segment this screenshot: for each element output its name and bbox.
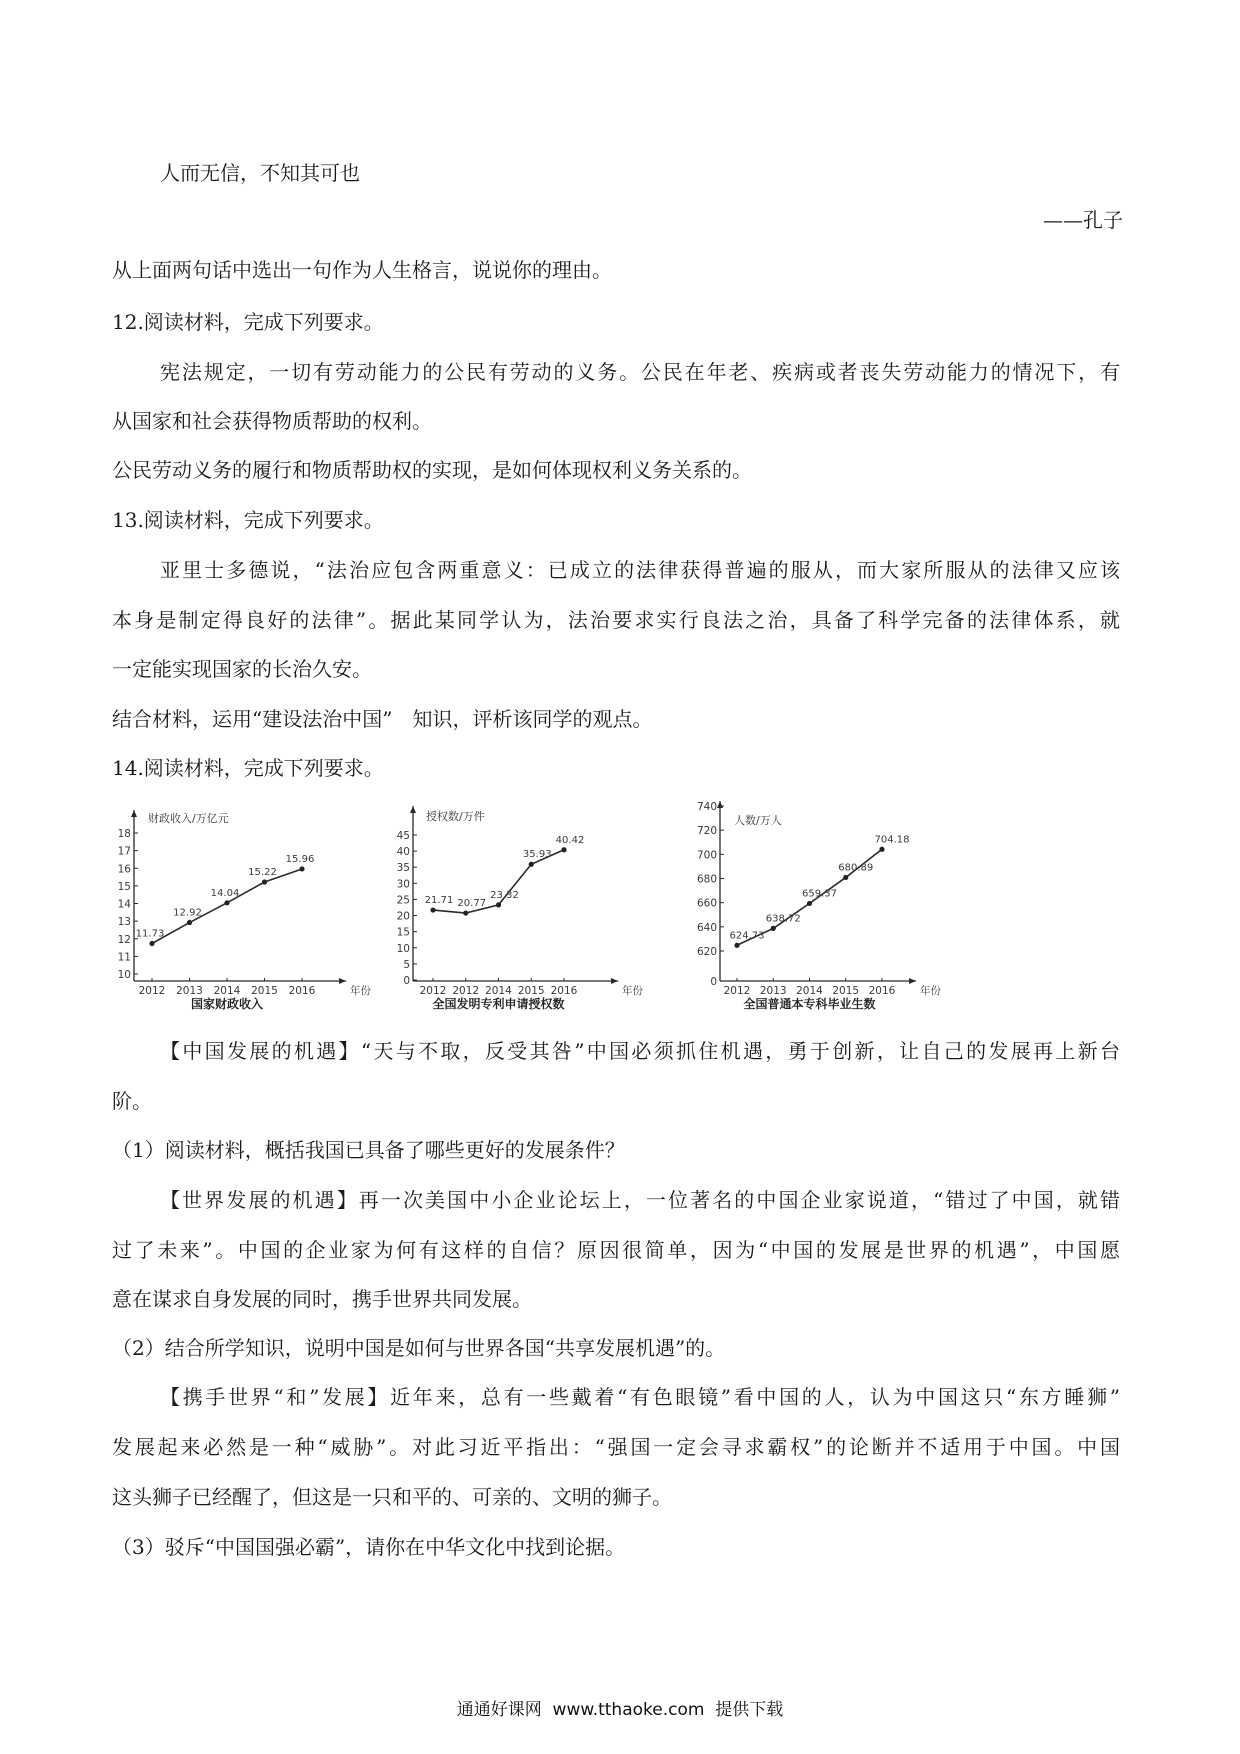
q13-material-line: 亚里士多德说，“法治应包含两重意义：已成立的法律获得普遍的服从，而大家所服从的法律又应该 [160,558,1120,582]
quote-attribution: ——孔子 [1043,208,1123,232]
data-point [463,910,468,915]
x-tick-label: 2016 [550,985,578,997]
data-label: 40.42 [555,834,585,846]
y-tick-label: 35 [396,862,410,875]
y-tick-label: 10 [117,969,131,981]
data-label: 14.04 [210,887,240,899]
q12-question: 公民劳动义务的履行和物质帮助权的实现，是如何体现权利义务关系的。 [112,458,752,482]
chart-fiscal-revenue [112,798,412,1020]
q13-question: 结合材料，运用“建设法治中国” 知识，评析该同学的观点。 [112,707,653,731]
x-tick-label: 2012 [138,985,166,997]
q14-part1-material-line: 阶。 [112,1089,152,1113]
y-tick-label: 30 [396,878,410,891]
x-axis-arrow [611,978,618,984]
data-label: 11.73 [135,928,165,940]
data-label: 704.18 [874,834,910,846]
y-tick-label: 680 [696,873,717,886]
data-label: 680.89 [838,862,874,874]
q14-part1-question: （1）阅读材料，概括我国已具备了哪些更好的发展条件？ [112,1138,625,1162]
data-label: 624.73 [729,930,765,942]
y-axis-label: 人数/万人 [734,814,782,827]
q14-part2-material-line: 【世界发展的机遇】再一次美国中小企业论坛上，一位著名的中国企业家说道，“错过了中国，就错 [160,1188,1120,1212]
y-axis-arrow [717,801,723,808]
page-footer: 通通好课网 www.tthaoke.com 提供下载 [456,1700,784,1720]
chart-caption: 国家财政收入 [190,997,264,1011]
data-point [734,943,739,948]
x-tick-label: 2014 [213,985,241,997]
data-point [224,900,229,905]
q14-heading: 14.阅读材料，完成下列要求。 [112,756,384,780]
series-line [152,866,302,944]
y-tick-label: 15 [117,880,131,893]
y-tick-label: 660 [696,897,717,910]
y-tick-label: 25 [396,894,410,907]
x-axis-label: 年份 [350,985,371,997]
y-tick-label: 16 [117,863,131,876]
y-tick-label: 0 [403,975,410,987]
q14-part3-material-line: 【携手世界“和”发展】近年来，总有一些戴着“有色眼镜”看中国的人，认为中国这只“东方睡狮” [160,1385,1120,1409]
q13-material-line: 本身是制定得良好的法律”。据此某同学认为，法治要求实行良法之治，具备了科学完备的法律体系，就 [112,608,1120,632]
y-tick-label: 620 [696,946,717,958]
data-label: 15.96 [285,853,315,865]
y-axis-label: 授权数/万件 [426,810,485,823]
q12-material-line: 从国家和社会获得物质帮助的权利。 [112,409,432,433]
q14-part1-material-line: 【中国发展的机遇】“天与不取，反受其咎”中国必须抓住机遇，勇于创新，让自己的发展再上新台 [160,1039,1120,1063]
x-tick-label: 2016 [868,985,896,997]
y-tick-label: 12 [117,933,131,946]
origin-label: 0 [710,976,717,988]
y-axis-arrow [410,806,416,813]
y-tick-label: 10 [396,942,410,955]
y-tick-label: 40 [396,846,410,859]
x-tick-label: 2012 [419,985,447,997]
x-axis-label: 年份 [622,985,643,997]
data-point [879,847,884,852]
q12-material-line: 宪法规定，一切有劳动能力的公民有劳动的义务。公民在年老、疾病或者丧失劳动能力的情况下，有 [160,360,1120,384]
y-tick-label: 20 [396,910,410,923]
y-tick-label: 5 [403,958,410,971]
data-label: 35.93 [522,849,552,861]
x-tick-label: 2014 [485,985,512,997]
y-tick-label: 700 [696,849,717,862]
q12-heading: 12.阅读材料，完成下列要求。 [112,310,384,334]
y-tick-label: 15 [396,926,410,939]
x-tick-label: 2016 [288,985,316,997]
q13-heading: 13.阅读材料，完成下列要求。 [112,508,384,532]
y-axis-label: 财政收入/万亿元 [148,812,229,825]
data-point [529,862,534,867]
y-axis-arrow [131,810,137,817]
x-tick-label: 2012 [723,985,751,997]
data-point [149,941,154,946]
q14-part2-question: （2）结合所学知识，说明中国是如何与世界各国“共享发展机遇”的。 [112,1336,726,1360]
x-tick-label: 2015 [832,985,860,997]
x-axis-arrow [339,978,346,984]
q14-part3-question: （3）驳斥“中国国强必霸”，请你在中华文化中找到论据。 [112,1535,626,1559]
y-tick-label: 17 [117,845,131,858]
data-point [299,866,304,871]
x-tick-label: 2015 [517,985,545,997]
data-point [496,902,501,907]
y-tick-label: 720 [696,825,717,838]
data-label: 12.92 [173,907,202,919]
x-tick-label: 2014 [796,985,823,997]
data-label: 659.37 [802,888,837,900]
x-axis-arrow [909,978,916,984]
data-label: 638.72 [765,913,801,925]
chart-patent-grants [392,798,692,1020]
data-point [771,926,776,931]
quote-text: 人而无信，不知其可也 [160,161,360,185]
x-tick-label: 2013 [176,985,203,997]
data-point [561,847,566,852]
y-tick-label: 640 [696,921,717,934]
q14-part3-material-line: 这头狮子已经醒了，但这是一只和平的、可亲的、文明的狮子。 [112,1485,672,1509]
x-tick-label: 2015 [251,985,278,997]
y-tick-label: 13 [117,916,131,929]
data-point [430,907,435,912]
y-tick-label: 11 [117,951,131,964]
x-tick-label: 2013 [759,985,787,997]
x-tick-label: 2012 [452,985,480,997]
data-label: 21.71 [424,895,454,907]
data-point [262,879,267,884]
y-tick-label: 740 [696,801,717,813]
chart-graduates [690,798,990,1020]
q14-part3-material-line: 发展起来必然是一种“威胁”。对此习近平指出：“强国一定会寻求霸权”的论断并不适用于中国。中国 [112,1435,1120,1459]
data-label: 15.22 [248,866,277,878]
q14-part2-material-line: 过了未来”。中国的企业家为何有这样的自信？原因很简单，因为“中国的发展是世界的机遇”，中国愿 [112,1238,1120,1262]
y-tick-label: 14 [117,898,131,911]
q11-prompt: 从上面两句话中选出一句作为人生格言，说说你的理由。 [112,258,612,282]
y-tick-label: 18 [117,828,131,840]
chart-caption: 全国发明专利申请授权数 [432,997,565,1011]
data-label: 23.32 [490,889,519,901]
chart-caption: 全国普通本专科毕业生数 [743,997,876,1011]
q13-material-line: 一定能实现国家的长治久安。 [112,657,372,681]
q14-part2-material-line: 意在谋求自身发展的同时，携手世界共同发展。 [112,1287,532,1311]
x-axis-label: 年份 [920,985,941,997]
data-point [187,920,192,925]
data-point [807,901,812,906]
y-tick-label: 45 [396,830,410,842]
data-label: 20.77 [457,898,487,910]
data-point [843,875,848,880]
